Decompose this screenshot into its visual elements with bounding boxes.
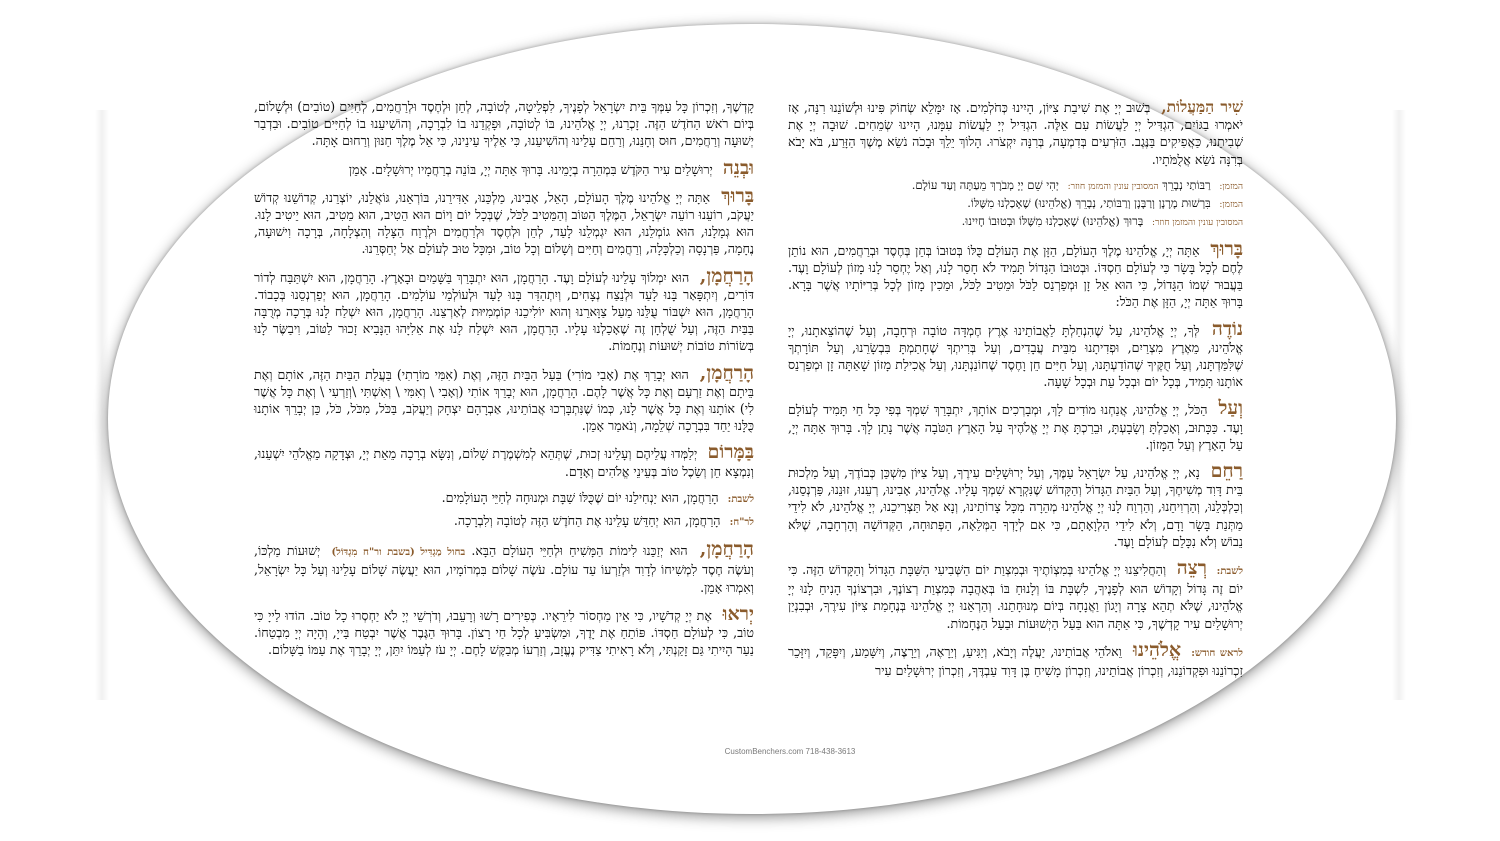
hatov-vehameitiv-text: אַתָּה יְיָ אֱלֹהֵינוּ מֶלֶךְ הָעוֹלָם, הָאֵל, אָבִינוּ, מַלְכֵּנוּ, אַדִּירֵנוּ, בּוֹרְאֵנוּ, גּוֹאֲלֵנוּ, יוֹצְרֵנוּ, קְדוֹשֵׁנוּ קְדוֹשׁ יַעֲקֹב, רוֹעֵנוּ רוֹעֵה יִשְׂרָאֵל, הַמֶּלֶךְ הַטּוֹב וְהַמֵּטִיב לַכֹּל, שֶׁבְּכָל יוֹם וָיוֹם הוּא הֵטִיב, הוּא מֵטִיב, הוּא יֵיטִיב לָנוּ. הוּא גְמָלָנוּ, הוּא גוֹמְלֵנוּ, הוּא יִגְמְלֵנוּ לָעַד, לְחֵן וּלְחֶסֶד וּלְרַחֲמִים וּלְרֶוַח הַצָּלָה וְהַצְלָחָה, בְּרָכָה וִישׁוּעָה, נֶחָמָה, פַּרְנָסָה וְכַלְכָּלָה, וְרַחֲמִים וְחַיִּים וְשָׁלוֹם וְכָל טוֹב, וּמִכָּל טוּב לְעוֹלָם אַל יְחַסְּרֵנוּ. (254, 189, 754, 257)
harachaman-3-text: הוּא יְזַכֵּנוּ לִימוֹת הַמָּשִׁיחַ וּלְחַיֵּי הָעוֹלָם הַבָּא. (471, 543, 688, 559)
uvnei-title: וּבְנֵה (722, 156, 754, 179)
magdil-note: בחול מַגְדִּיל (בשבת ור"ח מִגְדּוֹל) (331, 547, 466, 559)
shir-hamaalot-text: בְּשׁוּב יְיָ אֶת שִׁיבַת צִיּוֹן, הָיִינוּ כְּחֹלְמִים. אָז יִמָּלֵא שְׂחוֹק פִּינוּ וּלְשׁוֹנֵנוּ רִנָּה, אָז יֹאמְרוּ בַגּוֹיִם, הִגְדִּיל יְיָ לַעֲשׂוֹת עִם אֵלֶּה. הִגְדִּיל יְיָ לַעֲשׂוֹת עִמָּנוּ, הָיִינוּ שְׂמֵחִים. שׁוּבָה יְיָ אֶת שְׁבִיתֵנוּ, כַּאֲפִיקִים בַּנֶּגֶב. הַזֹּרְעִים בְּדִמְעָה, בְּרִנָּה יִקְצֹרוּ. הָלוֹךְ יֵלֵךְ וּבָכֹה נֹשֵׂא מֶשֶׁךְ הַזָּרַע, בֹּא יָבֹא בְרִנָּה נֹשֵׂא אֲלֻמֹּתָיו. (788, 100, 1243, 167)
nodeh-paragraph (788, 317, 1243, 391)
zimun-line-1-label: המזמן: (1219, 181, 1243, 192)
harachaman-2-paragraph (254, 361, 754, 435)
veal-hakol-paragraph (788, 399, 1243, 453)
shabbat-harachaman-line (254, 489, 754, 508)
harachaman-3-title: הָרַחֲמָן, (699, 538, 754, 561)
yaaleh-continuation-text: קָדְשֶׁךָ, וְזִכְרוֹן כָּל עַמְּךָ בֵּית יִשְׂרָאֵל לְפָנֶיךָ, לִפְלֵיטָה, לְטוֹבָה, לְחֵן וּלְחֶסֶד וּלְרַחֲמִים, לְחַיִּים (טוֹבִים) וּלְשָׁלוֹם, בְּיוֹם רֹאשׁ הַחֹדֶשׁ הַזֶּה. זָכְרֵנוּ, יְיָ אֱלֹהֵינוּ, בּוֹ לְטוֹבָה, וּפָקְדֵנוּ בוֹ לִבְרָכָה, וְהוֹשִׁיעֵנוּ בוֹ לְחַיִּים טוֹבִים. וּבִדְבַר יְשׁוּעָה וְרַחֲמִים, חוּס וְחָנֵּנוּ, וְרַחֵם עָלֵינוּ וְהוֹשִׁיעֵנוּ, כִּי אֵלֶיךָ עֵינֵינוּ, כִּי אֵל מֶלֶךְ חַנּוּן וְרַחוּם אָתָּה. (254, 99, 754, 149)
harachaman-1-text: הוּא יִמְלוֹךְ עָלֵינוּ לְעוֹלָם וָעֶד. הָרַחֲמָן, הוּא יִתְבָּרַךְ בַּשָּׁמַיִם וּבָאָרֶץ. הָרַחֲמָן, הוּא יִשְׁתַּבַּח לְדוֹר דּוֹרִים, וְיִתְפָּאַר בָּנוּ לָעַד וּלְנֵצַח נְצָחִים, וְיִתְהַדַּר בָּנוּ לָעַד וּלְעוֹלְמֵי עוֹלָמִים. הָרַחֲמָן, הוּא יְפַרְנְסֵנוּ בְּכָבוֹד. הָרַחֲמָן, הוּא יִשְׁבּוֹר עֻלֵּנוּ מֵעַל צַוָּארֵנוּ וְהוּא יוֹלִיכֵנוּ קוֹמְמִיּוּת לְאַרְצֵנוּ. הָרַחֲמָן, הוּא יִשְׁלַח לָנוּ בְּרָכָה מְרֻבָּה בַּבַּיִת הַזֶּה, וְעַל שֻׁלְחָן זֶה שֶׁאָכַלְנוּ עָלָיו. הָרַחֲמָן, הוּא יִשְׁלַח לָנוּ אֶת אֵלִיָּהוּ הַנָּבִיא זָכוּר לַטּוֹב, וִיבַשֶּׂר לָנוּ בְּשׂוֹרוֹת טוֹבוֹת יְשׁוּעוֹת וְנֶחָמוֹת. (254, 269, 754, 354)
baruch-hazan-title: בָּרוּךְ (1210, 237, 1243, 260)
veal-hakol-title: וְעַל (1218, 397, 1243, 420)
zimun-line-4-label: המסובין עונין והמזמן חוזר: (1151, 217, 1243, 228)
baruch-hazan-paragraph (788, 237, 1243, 311)
veal-hakol-text: הַכֹּל, יְיָ אֱלֹהֵינוּ, אֲנַחְנוּ מוֹדִים לָךְ, וּמְבָרְכִים אוֹתָךְ, יִתְבָּרַךְ שִׁמְךָ בְּפִי כָּל חַי תָּמִיד לְעוֹלָם וָעֶד. כַּכָּתוּב, וְאָכַלְתָּ וְשָׂבָעְתָּ, וּבֵרַכְתָּ אֶת יְיָ אֱלֹהֶיךָ עַל הָאָרֶץ הַטֹּבָה אֲשֶׁר נָתַן לָךְ. בָּרוּךְ אַתָּה יְיָ, עַל הָאָרֶץ וְעַל הַמָּזוֹן. (788, 402, 1243, 452)
harachaman-3-text-cont: יְשׁוּעוֹת מַלְכּוֹ, וְעֹשֶׂה חֶסֶד לִמְשִׁיחוֹ לְדָוִד וּלְזַרְעוֹ עַד עוֹלָם. עֹשֶׂה שָׁלוֹם בִּמְרוֹמָיו, הוּא יַעֲשֶׂה שָׁלוֹם עָלֵינוּ וְעַל כָּל יִשְׂרָאֵל, וְאִמְרוּ אָמֵן. (254, 543, 754, 595)
left-edge-shadow (95, 110, 109, 700)
harachaman-3-paragraph (254, 540, 754, 596)
zimun-block (788, 177, 1243, 231)
yaaleh-label: לראש חודש: (1191, 647, 1243, 659)
baruch-hazan-text: אַתָּה יְיָ, אֱלֹהֵינוּ מֶלֶךְ הָעוֹלָם, הַזָּן אֶת הָעוֹלָם כֻּלּוֹ בְּטוּבוֹ בְּחֵן בְּחֶסֶד וּבְרַחֲמִים, הוּא נוֹתֵן לֶחֶם לְכָל בָּשָׂר כִּי לְעוֹלָם חַסְדּוֹ. וּבְטוּבוֹ הַגָּדוֹל תָּמִיד לֹא חָסַר לָנוּ, וְאַל יֶחְסַר לָנוּ מָזוֹן לְעוֹלָם וָעֶד. בַּעֲבוּר שְׁמוֹ הַגָּדוֹל, כִּי הוּא אֵל זָן וּמְפַרְנֵס לַכֹּל וּמֵטִיב לַכֹּל, וּמֵכִין מָזוֹן לְכָל בְּרִיּוֹתָיו אֲשֶׁר בָּרָא. בָּרוּךְ אַתָּה יְיָ, הַזָּן אֶת הַכֹּל: (788, 242, 1243, 310)
harachaman-1-title: הָרַחֲמָן, (699, 264, 754, 287)
footer-contact: CustomBenchers.com 718-438-3613 (724, 747, 856, 756)
zimun-line-3-text: בִּרְשׁוּת מָרָנָן וְרַבָּנָן וְרַבּוֹתַי, נְבָרֵךְ (אֱלֹהֵינוּ) שֶׁאָכַלְנוּ מִשֶּׁלּוֹ. (967, 195, 1211, 210)
zimun-line-1 (788, 177, 1243, 195)
zimun-line-2-text: יְהִי שֵׁם יְיָ מְבֹרָךְ מֵעַתָּה וְעַד עוֹלָם. (911, 177, 1059, 192)
racheim-title: רַחֵם (1210, 460, 1243, 483)
yaaleh-veyavo-paragraph (788, 638, 1243, 679)
zimun-line-3-label: המזמן: (1219, 199, 1243, 210)
rosh-chodesh-harachaman-line (254, 512, 754, 531)
yaaleh-title: אֱלֹהֵינוּ (1133, 638, 1182, 661)
right-text-column (788, 98, 1243, 688)
zimun-line-4-text: בָּרוּךְ (אֱלֹהֵינוּ) שֶׁאָכַלְנוּ מִשֶּׁלּוֹ וּבְטוּבוֹ חָיִינוּ. (961, 213, 1144, 228)
retzei-paragraph (788, 559, 1243, 632)
shir-hamaalot-title: שִׁיר הַמַּעֲלוֹת, (1161, 97, 1243, 116)
bamarom-text: יְלַמְּדוּ עֲלֵיהֶם וְעָלֵינוּ זְכוּת, שֶׁתְּהֵא לְמִשְׁמֶרֶת שָׁלוֹם, וְנִשָּׂא בְרָכָה מֵאֵת יְיָ, וּצְדָקָה מֵאֱלֹהֵי יִשְׁעֵנוּ, וְנִמְצָא חֵן וְשֵׂכֶל טוֹב בְּעֵינֵי אֱלֹהִים וְאָדָם. (254, 446, 754, 479)
yiru-text: אֶת יְיָ קְדֹשָׁיו, כִּי אֵין מַחְסוֹר לִירֵאָיו. כְּפִירִים רָשׁוּ וְרָעֵבוּ, וְדֹרְשֵׁי יְיָ לֹא יַחְסְרוּ כָל טוֹב. הוֹדוּ לַייָ כִּי טוֹב, כִּי לְעוֹלָם חַסְדּוֹ. פּוֹתֵחַ אֶת יָדֶךָ, וּמַשְׂבִּיעַ לְכָל חַי רָצוֹן. בָּרוּךְ הַגֶּבֶר אֲשֶׁר יִבְטַח בַּייָ, וְהָיָה יְיָ מִבְטַחוֹ. נַעַר הָיִיתִי גַּם זָקַנְתִּי, וְלֹא רָאִיתִי צַדִּיק נֶעֱזָב, וְזַרְעוֹ מְבַקֶּשׁ לָחֶם. יְיָ עֹז לְעַמּוֹ יִתֵּן, יְיָ יְבָרֵךְ אֶת עַמּוֹ בַשָּׁלוֹם. (254, 607, 754, 658)
zimun-line-1-text: רַבּוֹתַי נְבָרֵךְ (1162, 177, 1211, 192)
racheim-text: נָא, יְיָ אֱלֹהֵינוּ, עַל יִשְׂרָאֵל עַמֶּךָ, וְעַל יְרוּשָׁלַיִם עִירֶךָ, וְעַל צִיּוֹן מִשְׁכַּן כְּבוֹדֶךָ, וְעַל מַלְכוּת בֵּית דָּוִד מְשִׁיחֶךָ, וְעַל הַבַּיִת הַגָּדוֹל וְהַקָּדוֹשׁ שֶׁנִּקְרָא שִׁמְךָ עָלָיו. אֱלֹהֵינוּ, אָבִינוּ, רְעֵנוּ, זוּנֵנוּ, פַּרְנְסֵנוּ, וְכַלְכְּלֵנוּ, וְהַרְוִיחֵנוּ, וְהַרְוַח לָנוּ יְיָ אֱלֹהֵינוּ מְהֵרָה מִכָּל צָרוֹתֵינוּ, וְנָא אַל תַּצְרִיכֵנוּ, יְיָ אֱלֹהֵינוּ, לֹא לִידֵי מַתְּנַת בָּשָׂר וָדָם, וְלֹא לִידֵי הַלְוָאָתָם, כִּי אִם לְיָדְךָ הַמְּלֵאָה, הַפְּתוּחָה, הַקְּדוֹשָׁה וְהָרְחָבָה, שֶׁלֹּא נֵבוֹשׁ וְלֹא נִכָּלֵם לְעוֹלָם וָעֶד. (788, 465, 1243, 549)
rosh-chodesh-label: לר"ח: (729, 517, 754, 529)
uvnei-paragraph (254, 156, 754, 179)
shabbat-harachaman-text: הָרַחֲמָן, הוּא יַנְחִילֵנוּ יוֹם שֶׁכֻּלּוֹ שַׁבָּת וּמְנוּחָה לְחַיֵּי הָעוֹלָמִים. (441, 489, 719, 505)
yaaleh-text: וֵאלֹהֵי אֲבוֹתֵינוּ, יַעֲלֶה וְיָבֹא, וְיַגִּיעַ, וְיֵרָאֶה, וְיֵרָצֶה, וְיִשָּׁמַע, וְיִפָּקֵד, וְיִזָּכֵר זִכְרוֹנֵנוּ וּפִקְדוֹנֵנוּ, וְזִכְרוֹן אֲבוֹתֵינוּ, וְזִכְרוֹן מָשִׁיחַ בֶּן דָּוִד עַבְדֶּךָ, וְזִכְרוֹן יְרוּשָׁלַיִם עִיר (788, 643, 1243, 679)
harachaman-2-title: הָרַחֲמָן, (699, 361, 754, 384)
retzei-label: לשבת: (1216, 566, 1243, 578)
bamarom-title: בַּמָּרוֹם (707, 441, 754, 464)
bamarom-paragraph (254, 443, 754, 479)
zimun-line-4 (788, 213, 1243, 231)
harachaman-1-paragraph (254, 264, 754, 355)
yiru-paragraph (254, 602, 754, 659)
uvnei-text: יְרוּשָׁלַיִם עִיר הַקֹּדֶשׁ בִּמְהֵרָה בְיָמֵינוּ. בָּרוּךְ אַתָּה יְיָ, בּוֹנֵה בְרַחֲמָיו יְרוּשָׁלָיִם. אָמֵן (348, 161, 713, 177)
shir-hamaalot-paragraph (788, 98, 1243, 168)
retzei-text: וְהַחֲלִיצֵנוּ יְיָ אֱלֹהֵינוּ בְּמִצְוֹתֶיךָ וּבְמִצְוַת יוֹם הַשְּׁבִיעִי הַשַּׁבָּת הַגָּדוֹל וְהַקָּדוֹשׁ הַזֶּה. כִּי יוֹם זֶה גָּדוֹל וְקָדוֹשׁ הוּא לְפָנֶיךָ, לִשְׁבָּת בּוֹ וְלָנוּחַ בּוֹ בְּאַהֲבָה כְּמִצְוַת רְצוֹנֶךָ, וּבִרְצוֹנְךָ הָנִיחַ לָנוּ יְיָ אֱלֹהֵינוּ, שֶׁלֹּא תְהֵא צָרָה וְיָגוֹן וַאֲנָחָה בְּיוֹם מְנוּחָתֵנוּ. וְהַרְאֵנוּ יְיָ אֱלֹהֵינוּ בְּנֶחָמַת צִיּוֹן עִירֶךָ, וּבְבִנְיַן יְרוּשָׁלַיִם עִיר קָדְשֶׁךָ, כִּי אַתָּה הוּא בַּעַל הַיְשׁוּעוֹת וּבַעַל הַנֶּחָמוֹת. (788, 562, 1243, 631)
yaaleh-continuation-paragraph (254, 98, 754, 150)
yiru-title: יְראוּ (722, 602, 754, 625)
nodeh-text: לְּךָ, יְיָ אֱלֹהֵינוּ, עַל שֶׁהִנְחַלְתָּ לַאֲבוֹתֵינוּ אֶרֶץ חֶמְדָּה טוֹבָה וּרְחָבָה, וְעַל שֶׁהוֹצֵאתָנוּ, יְיָ אֱלֹהֵינוּ, מֵאֶרֶץ מִצְרַיִם, וּפְדִיתָנוּ מִבֵּית עֲבָדִים, וְעַל בְּרִיתְךָ שֶׁחָתַמְתָּ בִּבְשָׂרֵנוּ, וְעַל תּוֹרָתְךָ שֶׁלִּמַּדְתָּנוּ, וְעַל חֻקֶּיךָ שֶׁהוֹדַעְתָּנוּ, וְעַל חַיִּים חֵן וָחֶסֶד שֶׁחוֹנַנְתָּנוּ, וְעַל אֲכִילַת מָזוֹן שָׁאַתָּה זָן וּמְפַרְנֵס אוֹתָנוּ תָּמִיד, בְּכָל יוֹם וּבְכָל עֵת וּבְכָל שָׁעָה. (788, 322, 1243, 390)
hatov-vehameitiv-title: בָּרוּךְ (721, 184, 754, 207)
nodeh-title: נוֹדֶה (1211, 317, 1243, 340)
harachaman-2-text: הוּא יְבָרֵךְ אֶת (אָבִי מוֹרִי) בַּעַל הַבַּיִת הַזֶּה, וְאֶת (אִמִּי מוֹרָתִי) בַּעֲלַת הַבַּיִת הַזֶּה, אוֹתָם וְאֶת בֵּיתָם וְאֶת זַרְעָם וְאֶת כָּל אֲשֶׁר לָהֶם. הָרַחֲמָן, הוּא יְבָרֵךְ אוֹתִי (וְאָבִי \ וְאִמִּי \ וְאִשְׁתִּי \וְזַרְעִי \ וְאֶת כָּל אֲשֶׁר לִי) אוֹתָנוּ וְאֶת כָּל אֲשֶׁר לָנוּ, כְּמוֹ שֶׁנִּתְבָּרְכוּ אֲבוֹתֵינוּ, אַבְרָהָם יִצְחָק וְיַעֲקֹב, בַּכֹּל, מִכֹּל, כֹּל, כֵּן יְבָרֵךְ אוֹתָנוּ כֻּלָּנוּ יַחַד בִּבְרָכָה שְׁלֵמָה, וְנֹאמַר אָמֵן. (254, 366, 754, 434)
racheim-paragraph (788, 462, 1243, 550)
retzei-title: רְצֵה (1176, 557, 1207, 580)
zimun-line-2-label: המסובין עונין והמזמן חוזר: (1067, 181, 1159, 192)
zimun-line-3 (788, 195, 1243, 213)
left-text-column (254, 98, 754, 667)
shabbat-label: לשבת: (727, 493, 754, 505)
hatov-vehameitiv-paragraph (254, 184, 754, 258)
rosh-chodesh-harachaman-text: הָרַחֲמָן, הוּא יְחַדֵּשׁ עָלֵינוּ אֶת הַחֹדֶשׁ הַזֶּה לְטוֹבָה וְלִבְרָכָה. (453, 513, 721, 529)
